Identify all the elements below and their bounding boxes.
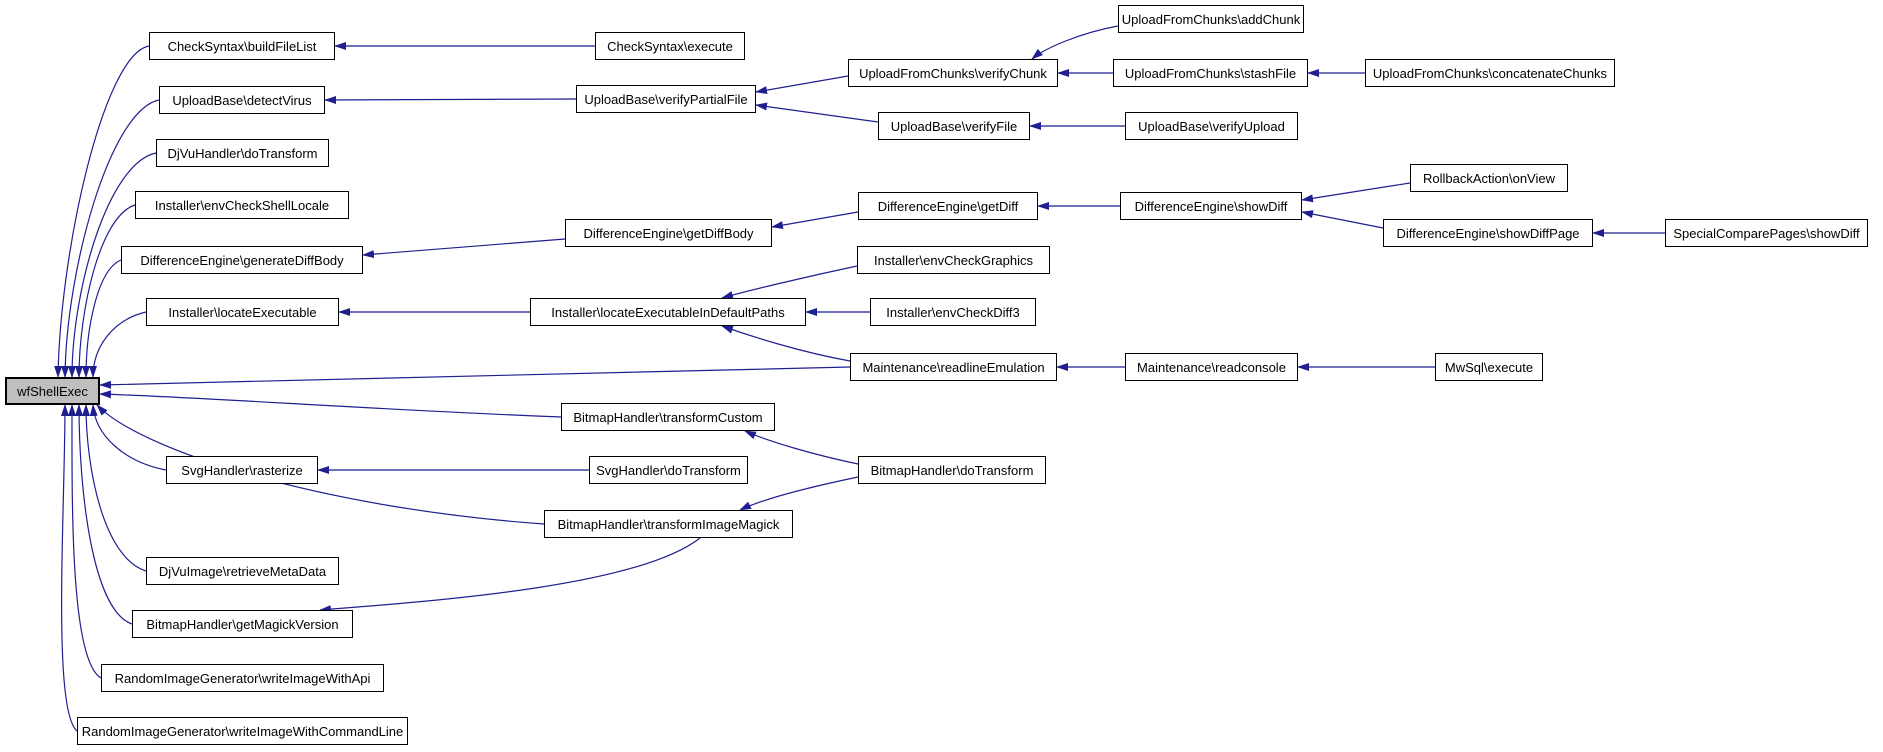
edge-n24-to-n22 [722, 326, 850, 361]
node-label: UploadBase\verifyFile [890, 118, 1018, 134]
node-label: RollbackAction\onView [1423, 170, 1555, 186]
node-label: Installer\envCheckDiff3 [886, 304, 1020, 320]
node-maintenance-readconsole[interactable] [1125, 353, 1298, 381]
node-checksyntax-buildfilelist[interactable] [149, 32, 335, 60]
edge-n24-to-n0 [100, 367, 850, 385]
node-installer-locateexecutable[interactable] [146, 298, 339, 326]
node-label: SvgHandler\doTransform [596, 462, 741, 478]
edge-n27-to-n0 [100, 394, 561, 417]
node-uploadfromchunks-stashfile[interactable] [1113, 59, 1308, 87]
node-label: CheckSyntax\buildFileList [167, 38, 317, 54]
edge-n7-to-n0 [65, 100, 159, 377]
node-label: SvgHandler\rasterize [181, 462, 303, 478]
node-label: DjVuHandler\doTransform [167, 145, 318, 161]
node-label: BitmapHandler\doTransform [870, 462, 1034, 478]
node-label: UploadFromChunks\addChunk [1121, 11, 1301, 27]
node-label: BitmapHandler\getMagickVersion [146, 616, 339, 632]
node-label: Installer\locateExecutable [168, 304, 317, 320]
node-djvuhandler-dotransform[interactable] [156, 139, 329, 167]
edge-n9-to-n8 [756, 105, 878, 122]
node-uploadfromchunks-verifychunk[interactable] [848, 59, 1058, 87]
node-label: RandomImageGenerator\writeImageWithApi [114, 670, 371, 686]
node-differenceengine-showdiffpage[interactable] [1383, 219, 1593, 247]
edge-n4-to-n8 [756, 76, 848, 92]
node-label: Maintenance\readlineEmulation [862, 359, 1045, 375]
edge-n28-to-n0 [93, 405, 166, 470]
node-bitmaphandler-transformcustom[interactable] [561, 403, 775, 431]
edge-n34-to-n0 [72, 405, 101, 678]
node-label: UploadBase\detectVirus [172, 92, 312, 108]
node-label: BitmapHandler\transformCustom [573, 409, 763, 425]
node-svghandler-rasterize[interactable] [166, 456, 318, 484]
node-label: UploadFromChunks\concatenateChunks [1372, 65, 1608, 81]
node-djvuimage-retrievemetadata[interactable] [146, 557, 339, 585]
node-uploadbase-verifypartialfile[interactable] [576, 85, 756, 113]
node-uploadbase-verifyfile[interactable] [878, 112, 1030, 140]
node-label: UploadBase\verifyPartialFile [584, 91, 748, 107]
node-installer-envcheckgraphics[interactable] [857, 246, 1050, 274]
node-randomimagegenerator-writeimagewithapi[interactable] [101, 664, 384, 692]
node-label: RandomImageGenerator\writeImageWithCommandLine [81, 723, 404, 739]
node-label: UploadFromChunks\verifyChunk [859, 65, 1047, 81]
node-label: DifferenceEngine\generateDiffBody [140, 252, 344, 268]
node-randomimagegenerator-writeimagewithcommandline[interactable] [77, 717, 408, 745]
node-installer-envcheckdiff3[interactable] [870, 298, 1036, 326]
node-label: Installer\envCheckShellLocale [154, 197, 330, 213]
node-label: DifferenceEngine\getDiffBody [583, 225, 754, 241]
edge-n12-to-n15 [1302, 183, 1410, 200]
edge-n30-to-n31 [740, 477, 858, 510]
node-label: DifferenceEngine\showDiffPage [1396, 225, 1580, 241]
node-label: UploadFromChunks\stashFile [1124, 65, 1297, 81]
node-uploadfromchunks-addchunk[interactable] [1118, 5, 1304, 33]
edge-n17-to-n15 [1302, 212, 1383, 228]
node-label: SpecialComparePages\showDiff [1673, 225, 1860, 241]
node-label: MwSql\execute [1444, 359, 1534, 375]
node-label: DifferenceEngine\getDiff [877, 198, 1019, 214]
edge-n14-to-n16 [772, 212, 858, 227]
edge-n30-to-n27 [745, 431, 858, 464]
edge-n21-to-n0 [93, 312, 146, 377]
node-maintenance-readlineemulation[interactable] [850, 353, 1057, 381]
node-label: BitmapHandler\transformImageMagick [557, 516, 780, 532]
node-installer-locateexecutableindefaultpaths[interactable] [530, 298, 806, 326]
node-bitmaphandler-transformimagemagick[interactable] [544, 510, 793, 538]
edge-n31-to-n0 [97, 405, 544, 524]
node-uploadbase-detectvirus[interactable] [159, 86, 325, 114]
node-installer-envcheckshelllocale[interactable] [135, 191, 349, 219]
edge-n3-to-n4 [1032, 26, 1118, 59]
node-svghandler-dotransform[interactable] [589, 456, 748, 484]
edge-n31-to-n33 [320, 538, 700, 610]
node-differenceengine-getdiffbody[interactable] [565, 219, 772, 247]
node-mwsql-execute[interactable] [1435, 353, 1543, 381]
node-rollbackaction-onview[interactable] [1410, 164, 1568, 192]
node-uploadfromchunks-concatenatechunks[interactable] [1365, 59, 1615, 87]
edge-n16-to-n19 [363, 239, 565, 255]
edge-n32-to-n0 [86, 405, 146, 571]
node-label: Maintenance\readconsole [1137, 359, 1286, 375]
node-label: CheckSyntax\execute [607, 38, 733, 54]
node-bitmaphandler-dotransform[interactable] [858, 456, 1046, 484]
edge-n20-to-n22 [722, 266, 857, 298]
node-differenceengine-showdiff[interactable] [1120, 192, 1302, 220]
node-differenceengine-getdiff[interactable] [858, 192, 1038, 220]
node-label: DjVuImage\retrieveMetaData [158, 563, 327, 579]
edge-n8-to-n7 [325, 99, 576, 100]
node-differenceengine-generatediffbody[interactable] [121, 246, 363, 274]
node-checksyntax-execute[interactable] [595, 32, 745, 60]
node-label: Installer\locateExecutableInDefaultPaths [551, 304, 785, 320]
node-specialcomparepages-showdiff[interactable] [1665, 219, 1868, 247]
node-uploadbase-verifyupload[interactable] [1125, 112, 1298, 140]
node-bitmaphandler-getmagickversion[interactable] [132, 610, 353, 638]
node-label: DifferenceEngine\showDiff [1134, 198, 1288, 214]
node-label: wfShellExec [17, 383, 88, 399]
node-label: Installer\envCheckGraphics [874, 252, 1033, 268]
node-wfshellexec [5, 377, 100, 405]
node-label: UploadBase\verifyUpload [1138, 118, 1285, 134]
